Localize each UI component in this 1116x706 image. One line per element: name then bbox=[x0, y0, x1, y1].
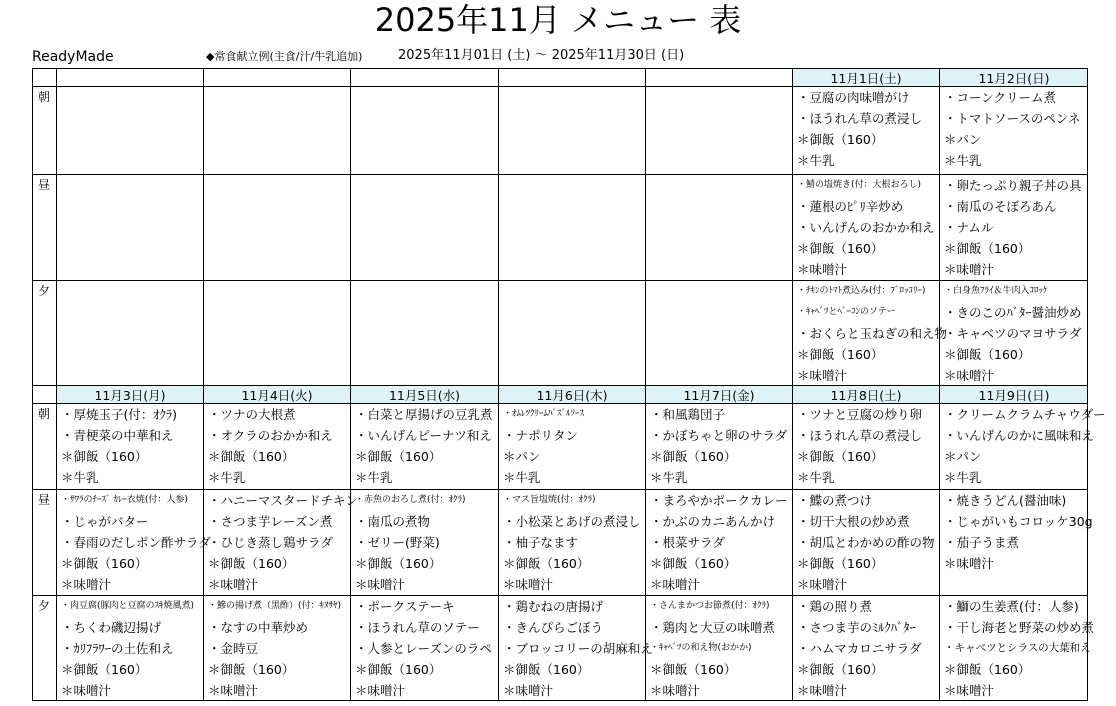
menu-item: ＊味噌汁 bbox=[944, 556, 995, 571]
menu-cell-dinner bbox=[204, 596, 349, 700]
menu-item: ・さんまかつお節煮(付：ｵｸﾗ) bbox=[650, 601, 770, 611]
menu-period: 2025年11月01日 (土) ～ 2025年11月30日 (日) bbox=[398, 48, 685, 63]
menu-item: ・茄子うま煮 bbox=[944, 535, 1020, 550]
grid-line bbox=[32, 174, 1088, 175]
grid-line bbox=[32, 595, 1088, 596]
menu-item: ・白身魚ﾌﾗｲ＆牛肉入ｺﾛｯｹ bbox=[944, 286, 1048, 296]
menu-item: ＊牛乳 bbox=[503, 470, 541, 485]
menu-item: ・鯖の塩焼き(付：大根おろし) bbox=[797, 180, 922, 190]
menu-item: ・南瓜の煮物 bbox=[355, 514, 431, 529]
menu-item: ・マス旨塩焼(付：ｵｸﾗ) bbox=[503, 495, 596, 505]
menu-item: ・オクラのおかか和え bbox=[208, 428, 333, 443]
menu-item: ＊味噌汁 bbox=[503, 683, 554, 698]
menu-item: ＊御飯（160） bbox=[355, 449, 442, 464]
menu-item: ・おくらと玉ねぎの和え物 bbox=[797, 326, 948, 341]
menu-item: ＊味噌汁 bbox=[503, 577, 554, 592]
grid-line bbox=[32, 700, 1088, 701]
menu-item: ・さつま芋のﾐﾙｸﾊﾞﾀｰ bbox=[797, 620, 916, 635]
menu-cell-lunch bbox=[204, 490, 358, 594]
menu-item: ＊パン bbox=[944, 132, 982, 147]
menu-item: ＊御飯（160） bbox=[797, 132, 884, 147]
menu-item: ＊御飯（160） bbox=[355, 556, 442, 571]
menu-item: ・鶏の照り煮 bbox=[797, 599, 873, 614]
grid-line bbox=[32, 280, 1088, 281]
menu-item: ・まろやかポークカレー bbox=[650, 493, 788, 508]
menu-item: ・ポークステーキ bbox=[355, 599, 455, 614]
grid-line bbox=[32, 86, 1088, 87]
menu-cell-breakfast bbox=[499, 404, 644, 488]
menu-item: ・青梗菜の中華和え bbox=[61, 428, 174, 443]
menu-item: ＊御飯（160） bbox=[650, 449, 737, 464]
menu-item: ＊牛乳 bbox=[797, 470, 835, 485]
menu-item: ・人参とレーズンのラペ bbox=[355, 641, 492, 656]
menu-item: ＊御飯（160） bbox=[797, 449, 884, 464]
menu-item: ・和風鶏団子 bbox=[650, 407, 726, 422]
menu-item: ・いんげんのかに風味和え bbox=[944, 428, 1095, 443]
menu-cell-lunch bbox=[793, 175, 938, 279]
menu-item: ・いんげんピーナツ和え bbox=[355, 428, 492, 443]
menu-item: ・ナポリタン bbox=[503, 428, 579, 443]
meal-label-dinner: 夕 bbox=[37, 599, 50, 613]
menu-item: ＊御飯（160） bbox=[61, 556, 148, 571]
menu-item: ＊味噌汁 bbox=[797, 262, 848, 277]
menu-table bbox=[32, 68, 1106, 701]
menu-item: ＊御飯（160） bbox=[944, 241, 1031, 256]
menu-item: ・焼きうどん(醤油味) bbox=[944, 493, 1067, 508]
menu-item: ＊御飯（160） bbox=[650, 556, 737, 571]
menu-item: ・じゃがいもコロッケ30g bbox=[944, 514, 1093, 529]
menu-item: ・ｷｬﾍﾞﾂの和え物(おかか) bbox=[650, 643, 752, 653]
menu-item: ・鰺の揚げ煮（黒酢）(付：ｷﾇｻﾔ) bbox=[208, 601, 342, 611]
menu-item: ＊御飯（160） bbox=[944, 662, 1031, 677]
menu-item: ＊御飯（160） bbox=[797, 241, 884, 256]
menu-cell-breakfast bbox=[646, 404, 791, 488]
menu-item: ・ﾁｷﾝのﾄﾏﾄ煮込み(付：ﾌﾞﾛｯｺﾘｰ) bbox=[797, 286, 926, 296]
menu-cell-dinner bbox=[793, 596, 938, 700]
menu-item: ・ｷｬﾍﾞﾂとﾍﾞｰｺﾝのソテー bbox=[797, 307, 896, 317]
menu-item: ・柚子なます bbox=[503, 535, 579, 550]
menu-item: ・ちくわ磯辺揚げ bbox=[61, 620, 162, 635]
menu-item: ＊御飯（160） bbox=[208, 556, 295, 571]
menu-item: ・肉豆腐(豚肉と豆腐のｽｷ焼風煮) bbox=[61, 601, 195, 611]
menu-item: ＊味噌汁 bbox=[208, 577, 259, 592]
menu-item: ＊御飯（160） bbox=[650, 662, 737, 677]
menu-item: ＊牛乳 bbox=[797, 153, 835, 168]
menu-cell-breakfast bbox=[940, 404, 1106, 488]
menu-item: ＊御飯（160） bbox=[503, 662, 590, 677]
menu-item: ・ブロッコリーの胡麻和え bbox=[503, 641, 653, 656]
menu-cell-dinner bbox=[646, 596, 791, 700]
menu-item: ・干し海老と野菜の炒め煮 bbox=[944, 620, 1095, 635]
menu-cell-breakfast bbox=[204, 404, 349, 488]
menu-item: ・鶏むねの唐揚げ bbox=[503, 599, 604, 614]
menu-cell-lunch bbox=[940, 490, 1093, 594]
menu-item: ・豆腐の肉味噌がけ bbox=[797, 90, 910, 105]
grid-line bbox=[32, 403, 1088, 404]
menu-item: ・キャベツのマヨサラダ bbox=[944, 326, 1082, 341]
menu-item: ＊味噌汁 bbox=[61, 683, 112, 698]
menu-cell-breakfast bbox=[940, 87, 1087, 173]
brand-name: ReadyMade bbox=[32, 49, 114, 65]
menu-item: ・小松菜とあげの煮浸し bbox=[503, 514, 641, 529]
meal-label-lunch: 昼 bbox=[37, 178, 50, 192]
menu-item: ・かぼちゃと卵のサラダ bbox=[650, 428, 788, 443]
menu-item: ＊味噌汁 bbox=[944, 368, 995, 383]
menu-type-note: ◆常食献立例(主食/汁/牛乳追加) bbox=[206, 50, 363, 63]
menu-item: ＊牛乳 bbox=[944, 470, 982, 485]
menu-item: ・さつま芋レーズン煮 bbox=[208, 514, 333, 529]
menu-item: ＊御飯（160） bbox=[797, 347, 884, 362]
menu-cell-lunch bbox=[57, 490, 211, 594]
menu-item: ・南瓜のそぼろあん bbox=[944, 199, 1057, 214]
date-header: 11月1日(土) bbox=[793, 69, 939, 86]
menu-item: ・きんぴらごぼう bbox=[503, 620, 604, 635]
meal-label-breakfast: 朝 bbox=[37, 90, 50, 104]
menu-item: ・キャベツとシラスの大葉和え bbox=[944, 642, 1091, 654]
menu-item: ・蓮根のﾋﾟﾘ辛炒め bbox=[797, 199, 904, 214]
menu-item: ・クリームクラムチャウダー bbox=[944, 407, 1106, 422]
menu-item: ・いんげんのおかか和え bbox=[797, 220, 935, 235]
meal-label-dinner: 夕 bbox=[37, 284, 50, 298]
menu-item: ・切干大根の炒め煮 bbox=[797, 514, 910, 529]
menu-item: ・根菜サラダ bbox=[650, 535, 725, 550]
menu-item: ・ゼリー(野菜) bbox=[355, 535, 440, 550]
menu-cell-dinner bbox=[499, 596, 653, 700]
menu-cell-lunch bbox=[499, 490, 644, 594]
menu-item: ＊味噌汁 bbox=[355, 577, 406, 592]
menu-item: ・ｶﾘﾌﾗﾜｰの土佐和え bbox=[61, 641, 174, 656]
menu-item: ＊味噌汁 bbox=[944, 262, 995, 277]
menu-item: ・コーンクリーム煮 bbox=[944, 90, 1057, 105]
menu-cell-lunch bbox=[351, 490, 497, 594]
menu-item: ＊牛乳 bbox=[650, 470, 688, 485]
menu-item: ・ほうれん草の煮浸し bbox=[797, 428, 923, 443]
date-header: 11月6日(木) bbox=[499, 386, 645, 403]
menu-item: ＊御飯（160） bbox=[944, 347, 1031, 362]
date-header: 11月4日(火) bbox=[204, 386, 350, 403]
menu-item: ・かぶのカニあんかけ bbox=[650, 514, 776, 529]
menu-cell-breakfast bbox=[793, 87, 938, 173]
menu-item: ・ほうれん草の煮浸し bbox=[797, 111, 923, 126]
menu-item: ＊牛乳 bbox=[61, 470, 99, 485]
menu-item: ・ひじき蒸し鶏サラダ bbox=[208, 535, 333, 550]
grid-line bbox=[32, 489, 1088, 490]
menu-item: ・ｻﾜﾗのﾁｰｽﾞ ｶﾚｰ衣焼(付：人参) bbox=[61, 495, 188, 505]
menu-cell-dinner bbox=[351, 596, 497, 700]
menu-item: ＊味噌汁 bbox=[208, 683, 259, 698]
menu-cell-lunch bbox=[793, 490, 938, 594]
menu-cell-dinner bbox=[793, 281, 948, 384]
menu-cell-dinner bbox=[940, 281, 1087, 384]
grid-line bbox=[32, 385, 1088, 386]
menu-item: ＊御飯（160） bbox=[208, 662, 295, 677]
menu-item: ＊味噌汁 bbox=[650, 683, 701, 698]
date-header: 11月3日(月) bbox=[57, 386, 203, 403]
menu-item: ＊牛乳 bbox=[208, 470, 246, 485]
menu-item: ・じゃがバター bbox=[61, 514, 149, 529]
menu-item: ＊パン bbox=[944, 449, 982, 464]
menu-item: ＊味噌汁 bbox=[355, 683, 406, 698]
date-header: 11月5日(水) bbox=[351, 386, 498, 403]
menu-item: ・ハムマカロニサラダ bbox=[797, 641, 922, 656]
menu-item: ＊御飯（160） bbox=[61, 662, 148, 677]
menu-item: ・ツナの大根煮 bbox=[208, 407, 296, 422]
menu-item: ・ほうれん草のソテー bbox=[355, 620, 480, 635]
menu-item: ＊味噌汁 bbox=[797, 368, 848, 383]
menu-item: ・鶏肉と大豆の味噌煮 bbox=[650, 620, 776, 635]
menu-item: ・きのこのﾊﾞﾀｰ醤油炒め bbox=[944, 305, 1082, 320]
menu-item: ・卵たっぷり親子丼の具 bbox=[944, 178, 1082, 193]
menu-item: ＊御飯（160） bbox=[61, 449, 148, 464]
menu-item: ・鰤の生姜煮(付：人参) bbox=[944, 599, 1079, 614]
date-header: 11月7日(金) bbox=[646, 386, 792, 403]
menu-item: ＊牛乳 bbox=[944, 153, 982, 168]
menu-item: ＊味噌汁 bbox=[650, 577, 701, 592]
menu-item: ＊味噌汁 bbox=[797, 577, 848, 592]
date-header: 11月8日(土) bbox=[793, 386, 939, 403]
menu-item: ・厚焼玉子(付：ｵｸﾗ) bbox=[61, 407, 178, 422]
menu-item: ・白菜と厚揚げの豆乳煮 bbox=[355, 407, 493, 422]
meal-label-lunch: 昼 bbox=[37, 493, 50, 507]
menu-item: ＊御飯（160） bbox=[503, 556, 590, 571]
menu-cell-breakfast bbox=[351, 404, 497, 488]
menu-item: ＊パン bbox=[503, 449, 541, 464]
menu-item: ・ナムル bbox=[944, 220, 994, 235]
menu-item: ・なすの中華炒め bbox=[208, 620, 309, 635]
menu-item: ＊味噌汁 bbox=[797, 683, 848, 698]
menu-item: ・トマトソースのペンネ bbox=[944, 111, 1081, 126]
menu-cell-dinner bbox=[940, 596, 1095, 700]
menu-cell-lunch bbox=[940, 175, 1087, 279]
menu-item: ＊御飯（160） bbox=[208, 449, 295, 464]
menu-cell-breakfast bbox=[793, 404, 938, 488]
grid-line bbox=[32, 68, 1088, 69]
menu-item: ・ハニーマスタードチキン bbox=[208, 493, 358, 508]
menu-item: ・鰈の煮つけ bbox=[797, 493, 873, 508]
menu-cell-breakfast bbox=[57, 404, 202, 488]
menu-cell-lunch bbox=[646, 490, 791, 594]
menu-item: ＊御飯（160） bbox=[797, 556, 884, 571]
menu-item: ＊味噌汁 bbox=[944, 683, 995, 698]
menu-item: ・金時豆 bbox=[208, 641, 259, 656]
menu-item: ・赤魚のおろし煮(付：ｵｸﾗ) bbox=[355, 495, 466, 505]
menu-cell-dinner bbox=[57, 596, 202, 700]
menu-item: ＊御飯（160） bbox=[355, 662, 442, 677]
date-header: 11月2日(日) bbox=[940, 69, 1088, 86]
menu-item: ・春雨のだしポン酢サラダ bbox=[61, 535, 211, 550]
menu-item: ＊御飯（160） bbox=[797, 662, 884, 677]
page-title: 2025年11月 メニュー 表 bbox=[374, 1, 742, 39]
menu-item: ・ｵﾑﾚﾂｸﾘｰﾑﾊﾟｽﾞﾙｿｰｽ bbox=[503, 409, 585, 419]
date-header: 11月9日(日) bbox=[940, 386, 1088, 403]
menu-item: ・胡瓜とわかめの酢の物 bbox=[797, 535, 935, 550]
menu-item: ・ツナと豆腐の炒り卵 bbox=[797, 407, 923, 422]
menu-item: ＊味噌汁 bbox=[61, 577, 112, 592]
menu-item: ＊牛乳 bbox=[355, 470, 393, 485]
meal-label-breakfast: 朝 bbox=[37, 407, 50, 421]
